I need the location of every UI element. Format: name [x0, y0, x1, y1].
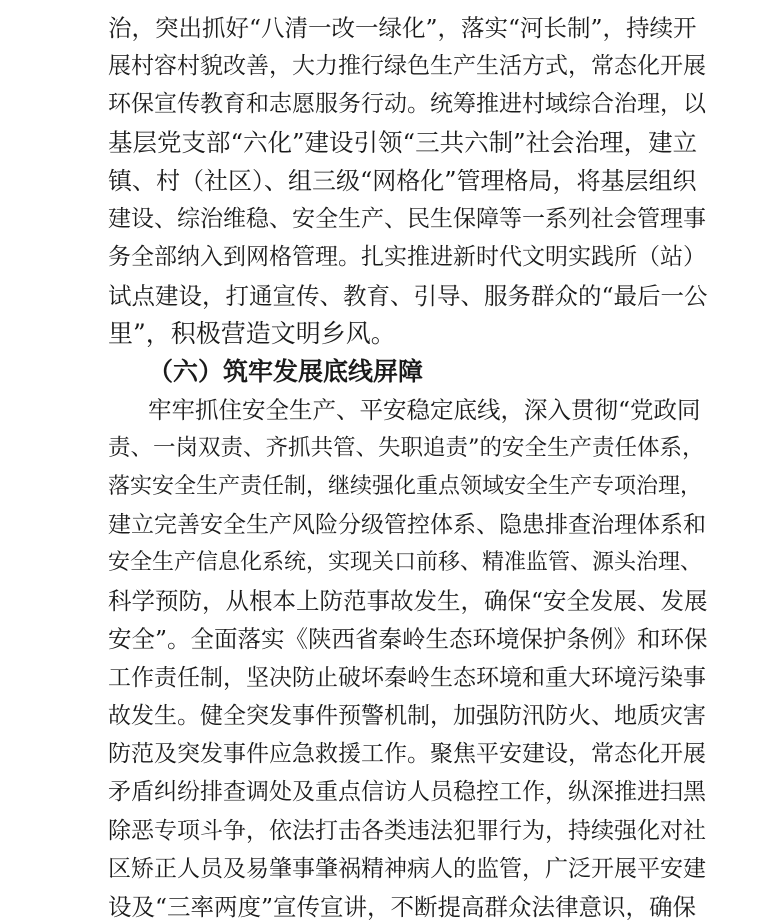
text-line-23: 区矫正人员及易肇事肇祸精神病人的监管，广泛开展平安建: [108, 856, 706, 882]
text-line-2: 展村容村貌改善，大力推行绿色生产生活方式，常态化开展: [108, 53, 706, 79]
text-line-22: 除恶专项斗争，依法打击各类违法犯罪行为，持续强化对社: [108, 818, 706, 844]
text-line-3: 环保宣传教育和志愿服务行动。统筹推进村域综合治理，以: [108, 91, 706, 117]
text-line-7: 务全部纳入到网格管理。扎实推进新时代文明实践所（站）: [108, 244, 706, 270]
text-line-15: 安全生产信息化系统，实现关口前移、精准监管、源头治理、: [108, 550, 703, 575]
text-line-6: 建设、综治维稳、安全生产、民生保障等一系列社会管理事: [108, 206, 706, 232]
text-line-12: 责、一岗双责、齐抓共管、失职追责”的安全生产责任体系，: [108, 435, 705, 461]
text-line-18: 工作责任制，坚决防止破坏秦岭生态环境和重大环境污染事: [108, 665, 706, 691]
text-line-24: 设及“三率两度”宣传宣讲，不断提高群众法律意识，确保: [108, 893, 697, 921]
text-line-21: 矛盾纠纷排查调处及重点信访人员稳控工作，纵深推进扫黑: [108, 779, 706, 805]
text-line-19: 故发生。健全突发事件预警机制，加强防汛防火、地质灾害: [108, 703, 706, 729]
text-line-9: 里”，积极营造文明乡风。: [108, 319, 396, 348]
text-line-13: 落实安全生产责任制，继续强化重点领域安全生产专项治理，: [108, 474, 703, 499]
text-line-4: 基层党支部“六化”建设引领“三共六制”社会治理，建立: [108, 128, 698, 157]
text-line-8: 试点建设，打通宣传、教育、引导、服务群众的“最后一公: [108, 282, 708, 310]
text-line-14: 建立完善安全生产风险分级管控体系、隐患排查治理体系和: [108, 512, 706, 538]
section-heading: （六）筑牢发展底线屏障: [148, 357, 424, 386]
text-line-17: 安全”。全面落实《陕西省秦岭生态环境保护条例》和环保: [108, 625, 708, 653]
text-line-5: 镇、村（社区）、组三级“网格化”管理格局，将基层组织: [108, 167, 697, 195]
text-line-1: 治，突出抓好“八清一改一绿化”，落实“河长制”，持续开: [108, 14, 697, 42]
text-line-16: 科学预防，从根本上防范事故发生，确保“安全发展、发展: [108, 587, 708, 615]
text-line-20: 防范及突发事件应急救援工作。聚焦平安建设，常态化开展: [108, 741, 706, 767]
text-line-11: 牢牢抓住安全生产、平安稳定底线，深入贯彻“党政同: [148, 396, 701, 424]
